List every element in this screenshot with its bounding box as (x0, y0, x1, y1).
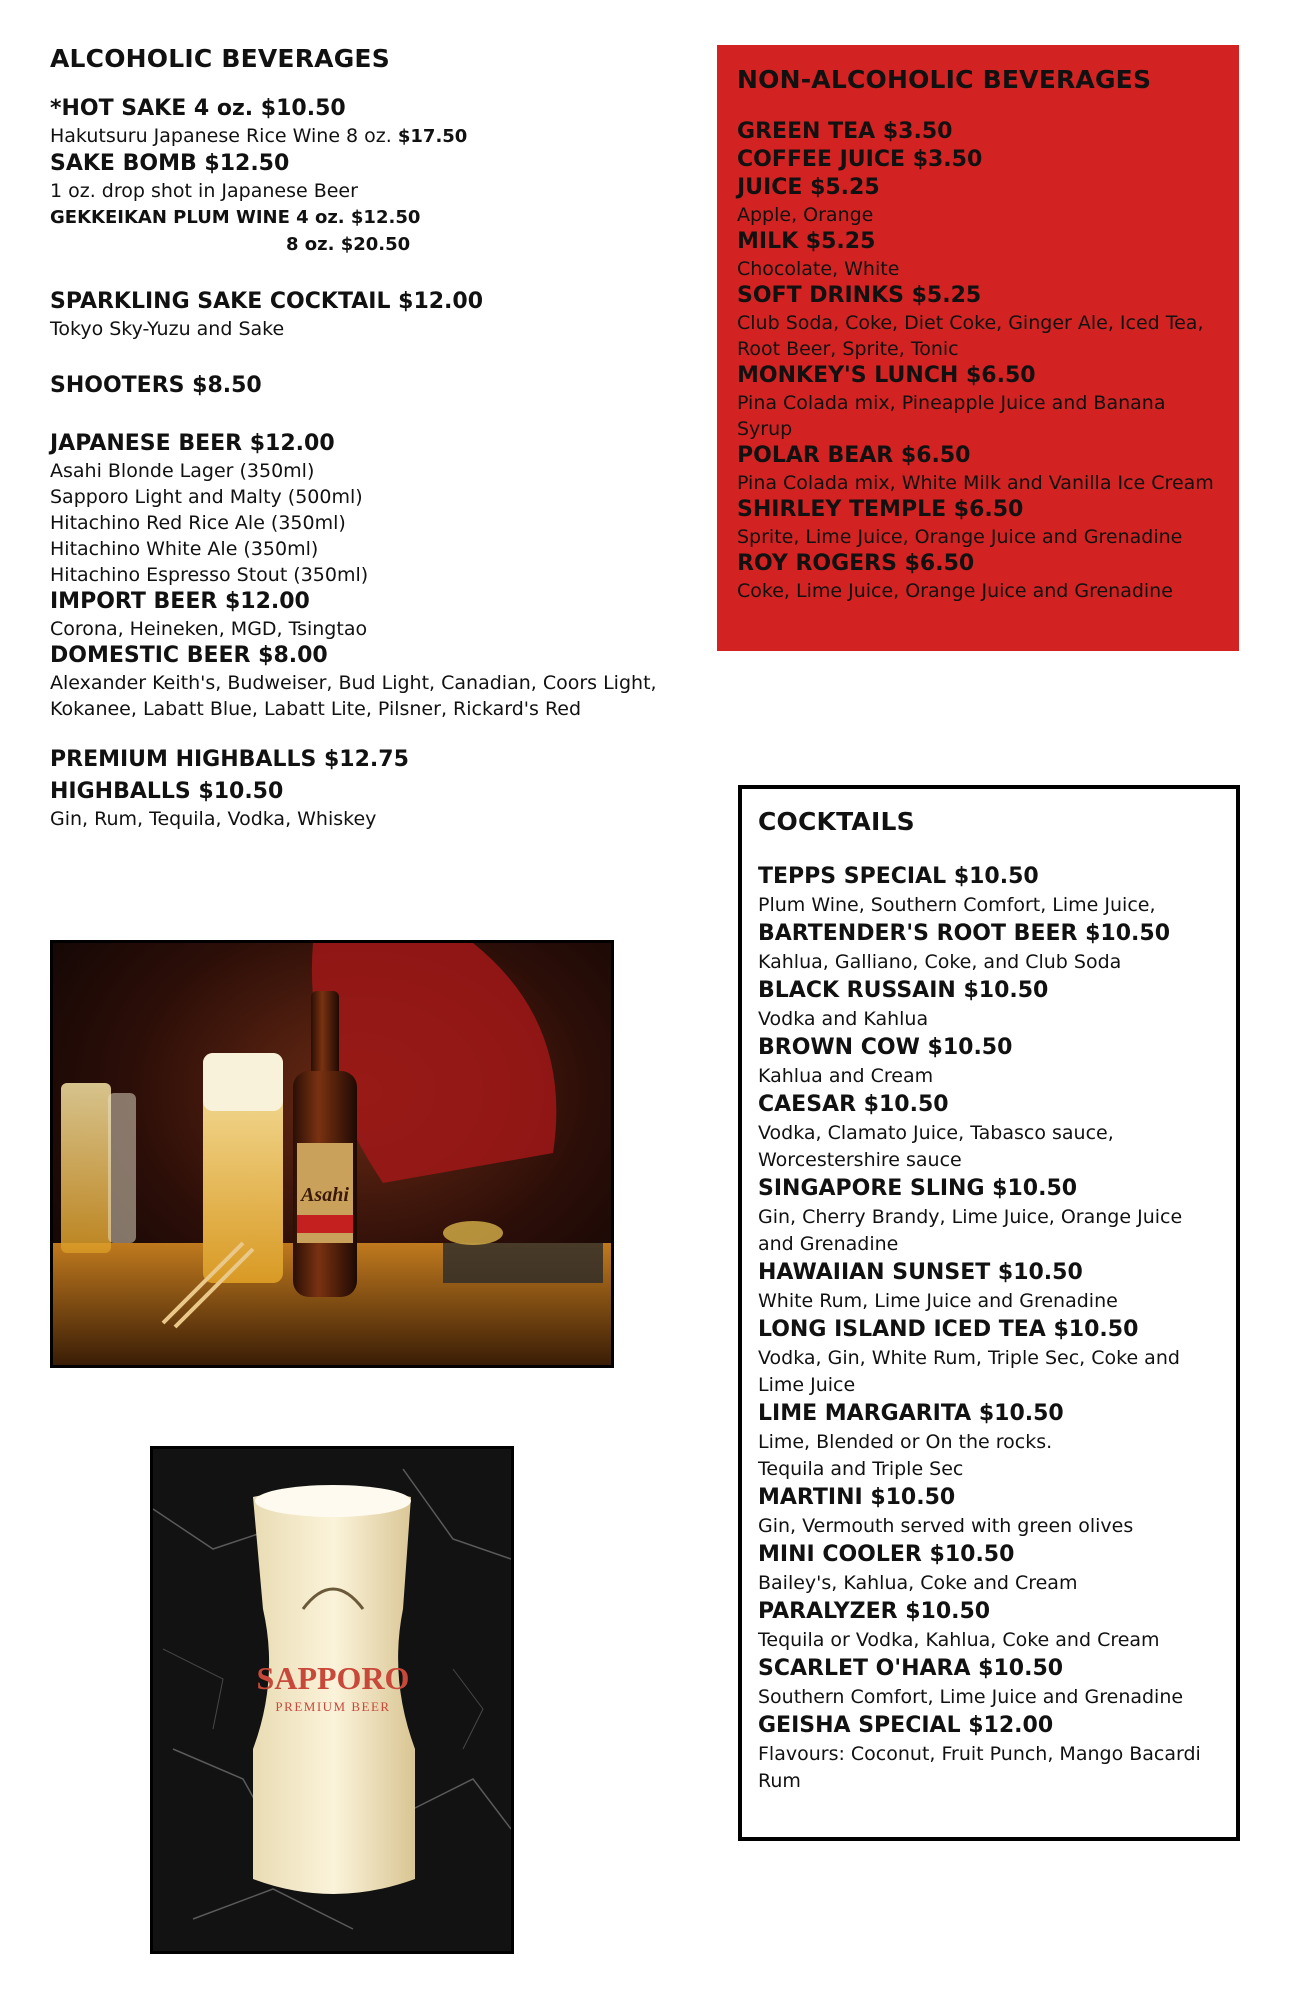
non-alcoholic-item-title: MILK $5.25 (737, 229, 876, 254)
cocktail-item-title: GEISHA SPECIAL $12.00 (758, 1713, 1054, 1738)
cocktail-item-title: MARTINI $10.50 (758, 1485, 956, 1510)
non-alcoholic-item-desc: Pina Colada mix, White Milk and Vanilla Ice Cream (737, 472, 1214, 494)
cocktails-list (758, 862, 1220, 1795)
cocktail-item-title: SINGAPORE SLING $10.50 (758, 1176, 1078, 1201)
cocktail-item-title: LONG ISLAND ICED TEA $10.50 (758, 1317, 1139, 1342)
alcoholic-heading: ALCOHOLIC BEVERAGES (50, 44, 390, 73)
cocktail-item-desc: Bailey's, Kahlua, Coke and Cream (758, 1572, 1078, 1594)
cocktail-item-title: BLACK RUSSAIN $10.50 (758, 978, 1049, 1003)
sparkling-sake-desc: Tokyo Sky-Yuzu and Sake (50, 318, 285, 340)
cocktail-item-desc: Vodka and Kahlua (758, 1008, 929, 1030)
cocktail-item-title: BROWN COW $10.50 (758, 1035, 1013, 1060)
hot-sake-desc-price: $17.50 (397, 126, 468, 147)
cocktail-item-desc: Tequila and Triple Sec (758, 1458, 964, 1480)
japanese-beer-title: JAPANESE BEER $12.00 (50, 431, 335, 456)
cocktail-item-title: CAESAR $10.50 (758, 1092, 949, 1117)
highballs-desc: Gin, Rum, Tequila, Vodka, Whiskey (50, 808, 377, 830)
cocktail-item-desc: Kahlua and Cream (758, 1065, 934, 1087)
cocktail-item-desc: Flavours: Coconut, Fruit Punch, Mango Bacardi Rum (758, 1743, 1201, 1792)
japanese-beer-item: Sapporo Light and Malty (500ml) (50, 486, 363, 508)
asahi-label-text: Asahi (301, 1184, 349, 1206)
hot-sake-desc-text: Hakutsuru Japanese Rice Wine 8 oz. (50, 125, 398, 147)
cocktails-box (738, 785, 1240, 1841)
non-alcoholic-item-title: SOFT DRINKS $5.25 (737, 283, 982, 308)
hot-sake-title: *HOT SAKE 4 oz. $10.50 (50, 96, 346, 121)
asahi-beer-illustration (53, 943, 611, 1365)
non-alcoholic-heading: NON-ALCOHOLIC BEVERAGES (737, 65, 1152, 94)
cocktail-item-title: SCARLET O'HARA $10.50 (758, 1656, 1064, 1681)
plum-wine-line1: GEKKEIKAN PLUM WINE 4 oz. $12.50 (50, 207, 421, 228)
non-alcoholic-item-title: ROY ROGERS $6.50 (737, 551, 975, 576)
import-beer-desc: Corona, Heineken, MGD, Tsingtao (50, 618, 368, 640)
shooters-title: SHOOTERS $8.50 (50, 373, 262, 398)
premium-highballs-title: PREMIUM HIGHBALLS $12.75 (50, 747, 409, 772)
cocktail-item-desc: Lime, Blended or On the rocks. (758, 1431, 1053, 1453)
alcoholic-beverages-section (50, 44, 690, 832)
non-alcoholic-item-desc: Apple, Orange (737, 204, 874, 226)
cocktail-item-title: LIME MARGARITA $10.50 (758, 1401, 1064, 1426)
sapporo-sub-label-text: PREMIUM BEER (275, 1699, 391, 1714)
cocktail-item-desc: Kahlua, Galliano, Coke, and Club Soda (758, 951, 1122, 973)
plum-wine-line2: 8 oz. $20.50 (286, 234, 411, 255)
non-alcoholic-item-desc: Coke, Lime Juice, Orange Juice and Grenadine (737, 580, 1173, 602)
non-alcoholic-item-desc: Chocolate, White (737, 258, 900, 280)
hot-sake-desc (50, 123, 690, 150)
domestic-beer-desc-line1: Alexander Keith's, Budweiser, Bud Light, Canadian, Coors Light, (50, 672, 657, 694)
japanese-beer-item: Asahi Blonde Lager (350ml) (50, 460, 315, 482)
sapporo-beer-illustration (153, 1449, 511, 1951)
non-alcoholic-beverages-box (717, 45, 1239, 651)
cocktail-item-title: HAWAIIAN SUNSET $10.50 (758, 1260, 1083, 1285)
non-alcoholic-item-title: GREEN TEA $3.50 (737, 119, 953, 144)
sake-bomb-title: SAKE BOMB $12.50 (50, 151, 290, 176)
sparkling-sake-title: SPARKLING SAKE COCKTAIL $12.00 (50, 289, 484, 314)
cocktail-item-desc: Gin, Cherry Brandy, Lime Juice, Orange Juice and Grenadine (758, 1206, 1183, 1255)
import-beer-title: IMPORT BEER $12.00 (50, 589, 310, 614)
cocktail-item-desc: Plum Wine, Southern Comfort, Lime Juice, (758, 894, 1156, 916)
sake-bomb-desc: 1 oz. drop shot in Japanese Beer (50, 180, 358, 202)
cocktail-item-desc: Southern Comfort, Lime Juice and Grenadine (758, 1686, 1184, 1708)
cocktail-item-desc: Gin, Vermouth served with green olives (758, 1515, 1134, 1537)
cocktail-item-title: MINI COOLER $10.50 (758, 1542, 1015, 1567)
cocktail-item-desc: Vodka, Gin, White Rum, Triple Sec, Coke and Lime Juice (758, 1347, 1180, 1396)
asahi-beer-photo (50, 940, 614, 1368)
cocktail-item-title: TEPPS SPECIAL $10.50 (758, 864, 1039, 889)
domestic-beer-desc-line2: Kokanee, Labatt Blue, Labatt Lite, Pilsner, Rickard's Red (50, 698, 582, 720)
non-alcoholic-item-desc: Club Soda, Coke, Diet Coke, Ginger Ale, Iced Tea, Root Beer, Sprite, Tonic (737, 312, 1204, 360)
japanese-beer-item: Hitachino Red Rice Ale (350ml) (50, 512, 346, 534)
non-alcoholic-item-desc: Sprite, Lime Juice, Orange Juice and Grenadine (737, 526, 1183, 548)
non-alcoholic-list (737, 118, 1219, 604)
cocktail-item-desc: Vodka, Clamato Juice, Tabasco sauce, Worcestershire sauce (758, 1122, 1114, 1171)
cocktail-item-desc: White Rum, Lime Juice and Grenadine (758, 1290, 1118, 1312)
japanese-beer-item: Hitachino White Ale (350ml) (50, 538, 319, 560)
domestic-beer-title: DOMESTIC BEER $8.00 (50, 643, 328, 668)
sapporo-beer-photo (150, 1446, 514, 1954)
non-alcoholic-item-title: POLAR BEAR $6.50 (737, 443, 971, 468)
cocktail-item-title: PARALYZER $10.50 (758, 1599, 991, 1624)
non-alcoholic-item-title: JUICE $5.25 (737, 175, 880, 200)
sapporo-label-text: SAPPORO (256, 1660, 410, 1696)
cocktail-item-title: BARTENDER'S ROOT BEER $10.50 (758, 921, 1170, 946)
non-alcoholic-item-desc: Pina Colada mix, Pineapple Juice and Banana Syrup (737, 392, 1166, 440)
cocktails-heading: COCKTAILS (758, 807, 915, 836)
japanese-beer-item: Hitachino Espresso Stout (350ml) (50, 564, 369, 586)
non-alcoholic-item-title: SHIRLEY TEMPLE $6.50 (737, 497, 1024, 522)
highballs-title: HIGHBALLS $10.50 (50, 779, 284, 804)
non-alcoholic-item-title: MONKEY'S LUNCH $6.50 (737, 363, 1036, 388)
non-alcoholic-item-title: COFFEE JUICE $3.50 (737, 147, 983, 172)
cocktail-item-desc: Tequila or Vodka, Kahlua, Coke and Cream (758, 1629, 1160, 1651)
